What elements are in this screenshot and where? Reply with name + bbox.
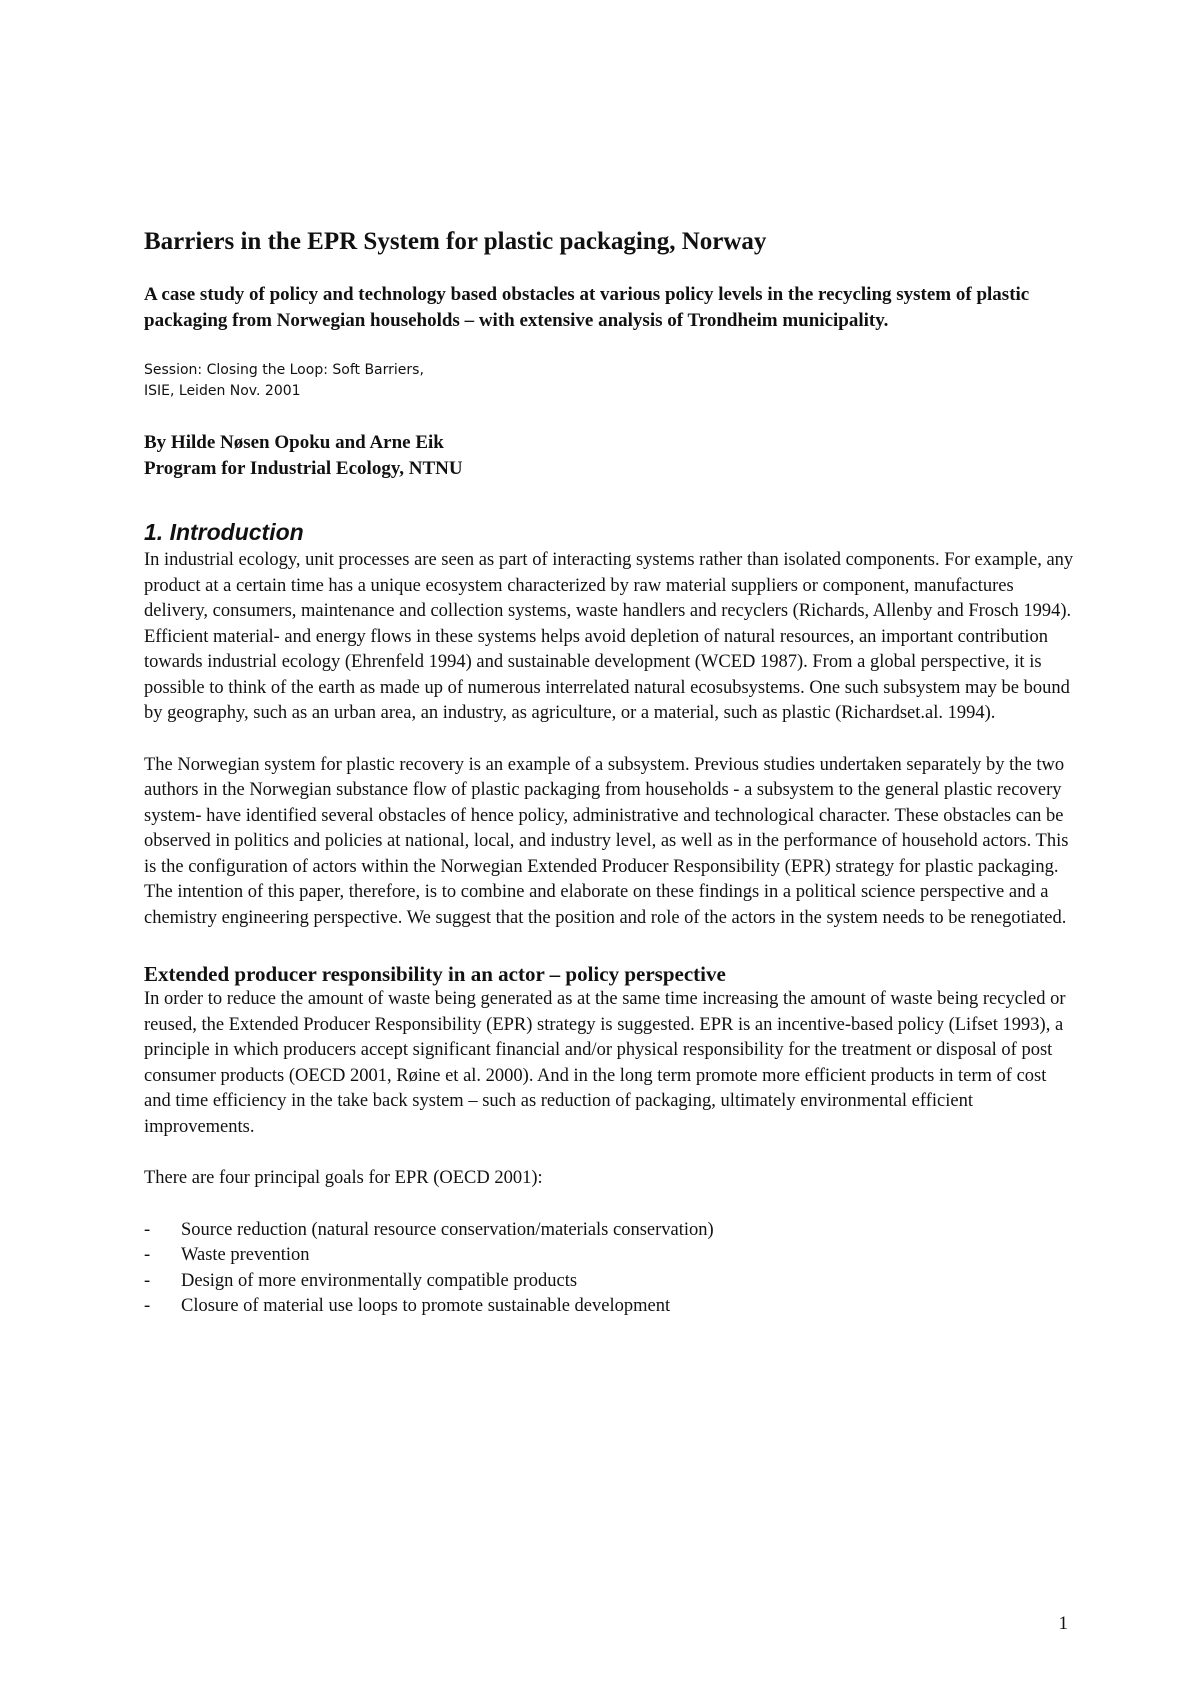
dash-bullet-icon: -	[144, 1296, 151, 1316]
goal-text: Source reduction (natural resource conservation/materials conservation)	[181, 1219, 714, 1240]
paper-title: Barriers in the EPR System for plastic packaging, Norway	[144, 228, 767, 255]
goal-text: Design of more environmentally compatible products	[181, 1270, 578, 1291]
epr-paragraph-2: There are four principal goals for EPR (OECD 2001):	[144, 1168, 543, 1188]
session-line: Session: Closing the Loop: Soft Barriers,	[144, 362, 424, 378]
intro-paragraph-1: In industrial ecology, unit processes are seen as part of interacting systems rather than isolated components. For example, any product at a certain time has a unique ecosystem characterized by raw material suppliers or component, manufactures delivery, consumers, maintenance and collection systems, waste handlers and recyclers (Richards, Allenby and Frosch 1994). Efficient material- and energy flows in these systems helps avoid depletion of natural resources, an important contribution towards industrial ecology (Ehrenfeld 1994) and sustainable development (WCED 1987). From a global perspective, it is possible to think of the earth as made up of numerous interrelated natural ecosubsystems. One such subsystem may be bound by geography, such as an urban area, an industry, as agriculture, or a material, such as plastic (Richardset.al. 1994).	[144, 550, 1074, 723]
goal-text: Waste prevention	[181, 1245, 310, 1265]
dash-bullet-icon: -	[144, 1219, 151, 1240]
dash-bullet-icon: -	[144, 1270, 151, 1291]
page-content	[144, 226, 1074, 1320]
paper-subtitle: A case study of policy and technology based obstacles at various policy levels in the recycling system of plastic packaging from Norwegian households – with extensive analysis of Trondheim municipality.	[144, 284, 1030, 331]
author-block	[144, 430, 1074, 482]
authors-line: By Hilde Nøsen Opoku and Arne Eik	[144, 432, 444, 453]
section-heading-introduction: 1. Introduction	[144, 519, 304, 545]
epr-paragraph-1: In order to reduce the amount of waste being generated as at the same time increasing the amount of waste being recycled or reused, the Extended Producer Responsibility (EPR) strategy is suggested. EPR is an incentive-based policy (Lifset 1993), a principle in which producers accept significant financial and/or physical responsibility for the treatment or disposal of post consumer products (OECD 2001, Røine et al. 2000). And in the long term promote more efficient products in term of cost and time efficiency in the take back system – such as reduction of packaging, ultimately environmental efficient improvements.	[144, 989, 1066, 1137]
epr-goals-list	[144, 1218, 1074, 1320]
page-number: 1	[1058, 1613, 1068, 1634]
list-item	[144, 1294, 1074, 1320]
affiliation-line: Program for Industrial Ecology, NTNU	[144, 458, 463, 479]
list-item	[144, 1218, 1074, 1244]
intro-paragraph-2: The Norwegian system for plastic recovery is an example of a subsystem. Previous studies undertaken separately by the two authors in the Norwegian substance flow of plastic packaging from households - a subsystem to the general plastic recovery system- have identified several obstacles of hence policy, administrative and technological character. These obstacles can be observed in politics and policies at national, local, and industry level, as well as in the performance of household actors. This is the configuration of actors within the Norwegian Extended Producer Responsibility (EPR) strategy for plastic packaging. The intention of this paper, therefore, is to combine and elaborate on these findings in a political science perspective and a chemistry engineering perspective. We suggest that the position and role of the actors in the system needs to be renegotiated.	[144, 754, 1069, 928]
session-info	[144, 360, 1074, 402]
list-item	[144, 1269, 1074, 1295]
conference-line: ISIE, Leiden Nov. 2001	[144, 383, 301, 399]
goal-text: Closure of material use loops to promote sustainable development	[181, 1296, 671, 1316]
dash-bullet-icon: -	[144, 1245, 151, 1265]
list-item	[144, 1243, 1074, 1269]
section-heading-epr: Extended producer responsibility in an actor – policy perspective	[144, 962, 726, 986]
